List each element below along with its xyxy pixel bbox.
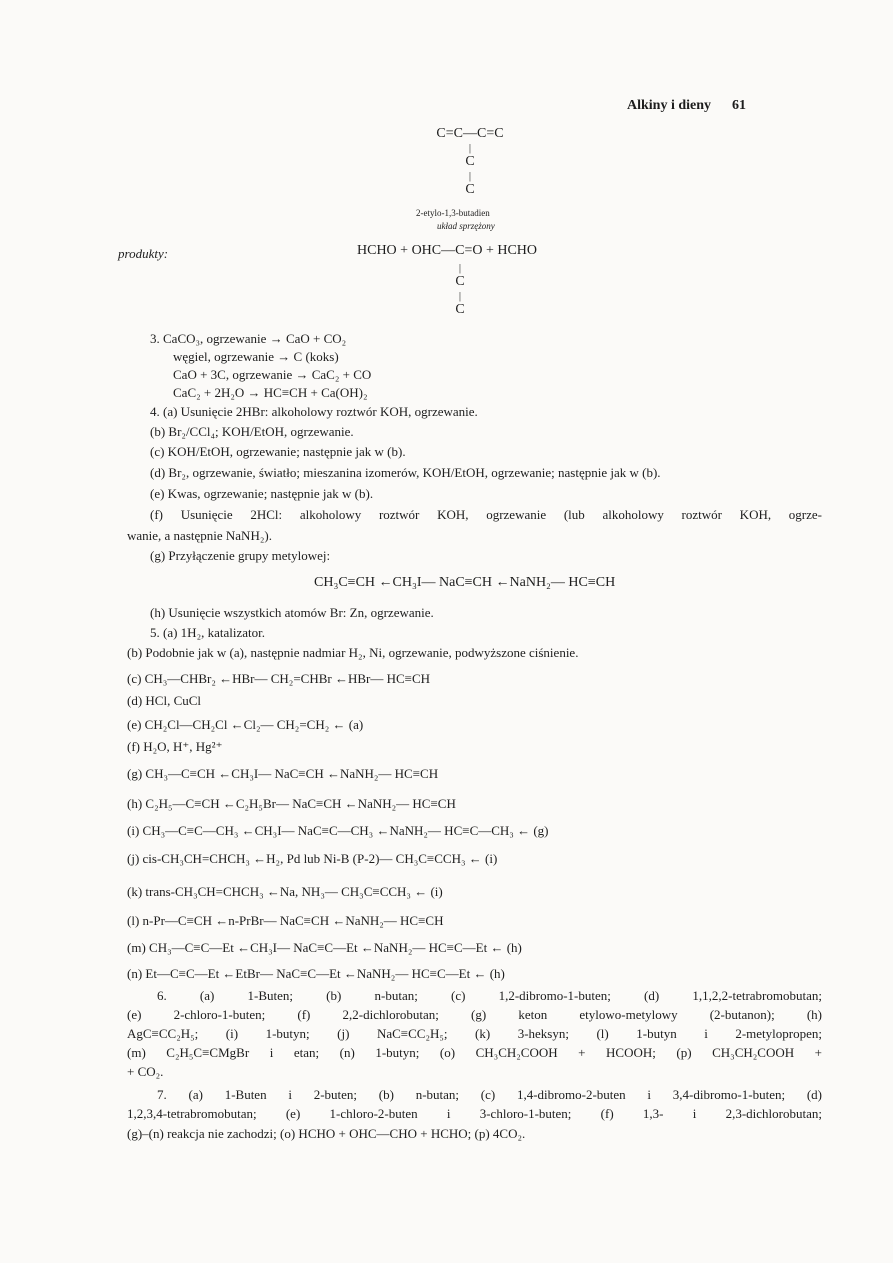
- ans6-line1: 6. (a) 1-Buten; (b) n-butan; (c) 1,2-dibromo-1-buten; (d) 1,1,2,2-tetrabromobutan;: [157, 988, 822, 1003]
- ans5-h: (h) C₂H₅—C≡CH ←C₂H₅Br— NaC≡CH ←NaNH₂— HC≡CH: [127, 796, 456, 811]
- ans4-g-equation: CH₃C≡CH ←CH₃I— NaC≡CH ←NaNH₂— HC≡CH: [314, 575, 616, 590]
- ans5-m: (m) CH₃—C≡C—Et ←CH₃I— NaC≡C—Et ←NaNH₂— HC≡C—Et ← (h): [127, 940, 522, 955]
- diene-bond-2: |: [468, 170, 472, 182]
- diene-c-1: C: [465, 154, 475, 169]
- ans4-c: (c) KOH/EtOH, ogrzewanie; następnie jak w (b).: [150, 444, 406, 459]
- diene-chain: C=C—C=C: [436, 126, 504, 141]
- products-substituent: [445, 262, 475, 318]
- running-header: [627, 98, 746, 114]
- diene-structure: [400, 126, 540, 198]
- ans5-e: (e) CH₂Cl—CH₂Cl ←Cl₂— CH₂=CH₂ ← (a): [127, 717, 364, 732]
- ans4-d: (d) Br₂, ogrzewanie, światło; mieszanina izomerów, KOH/EtOH, ogrzewanie; następnie jak w (b).: [150, 465, 661, 480]
- ans4-h: (h) Usunięcie wszystkich atomów Br: Zn, ogrzewanie.: [150, 605, 434, 620]
- ans3-line1: 3. CaCO₃, ogrzewanie → CaO + CO₂: [150, 331, 347, 346]
- diene-bond-1: |: [468, 142, 472, 154]
- ans5-a: 5. (a) 1H₂, katalizator.: [150, 625, 265, 640]
- ans3-line2: węgiel, ogrzewanie → C (koks): [173, 349, 339, 364]
- ans7-line2: 1,2,3,4-tetrabromobutan; (e) 1-chloro-2-buten i 3-chloro-1-buten; (f) 1,3- i 2,3-dichlorobutan;: [127, 1106, 822, 1121]
- ans5-n: (n) Et—C≡C—Et ←EtBr— NaC≡C—Et ←NaNH₂— HC≡C—Et ← (h): [127, 966, 505, 981]
- ans5-f: (f) H₂O, H⁺, Hg²⁺: [127, 739, 223, 754]
- prod-bond-1: |: [458, 262, 462, 274]
- diene-note: układ sprzężony: [437, 221, 495, 231]
- ans4-b: (b) Br₂/CCl₄; KOH/EtOH, ogrzewanie.: [150, 424, 354, 439]
- header-title: Alkiny i dieny: [627, 98, 712, 113]
- ans6-line3: AgC≡CC₂H₅; (i) 1-butyn; (j) NaC≡CC₂H₅; (k) 3-heksyn; (l) 1-butyn i 2-metylopropen;: [127, 1026, 822, 1041]
- ans7-line3: (g)–(n) reakcja nie zachodzi; (o) HCHO + OHC—CHO + HCHO; (p) 4CO₂.: [127, 1126, 526, 1141]
- ans5-k: (k) trans-CH₃CH=CHCH₃ ←Na, NH₃— CH₃C≡CCH₃ ← (i): [127, 884, 443, 899]
- prod-c-1: C: [455, 274, 465, 289]
- ans5-l: (l) n-Pr—C≡CH ←n-PrBr— NaC≡CH ←NaNH₂— HC≡CH: [127, 913, 444, 928]
- ans7-line1: 7. (a) 1-Buten i 2-buten; (b) n-butan; (c) 1,4-dibromo-2-buten i 3,4-dibromo-1-buten; (d): [157, 1087, 822, 1102]
- products-formula: HCHO + OHC—C=O + HCHO: [357, 243, 538, 258]
- ans5-c: (c) CH₃—CHBr₂ ←HBr— CH₂=CHBr ←HBr— HC≡CH: [127, 671, 431, 686]
- prod-bond-2: |: [458, 290, 462, 302]
- ans6-line2: (e) 2-chloro-1-buten; (f) 2,2-dichlorobutan; (g) keton etylowo-metylowy (2-butanon); (h): [127, 1007, 822, 1022]
- diene-name: 2-etylo-1,3-butadien: [416, 208, 490, 218]
- ans5-d: (d) HCl, CuCl: [127, 693, 202, 708]
- ans5-g: (g) CH₃—C≡CH ←CH₃I— NaC≡CH ←NaNH₂— HC≡CH: [127, 766, 439, 781]
- ans4-f-cont: wanie, a następnie NaNH₂).: [127, 528, 272, 543]
- ans4-e: (e) Kwas, ogrzewanie; następnie jak w (b).: [150, 486, 374, 501]
- prod-c-2: C: [455, 302, 465, 317]
- ans6-line4: (m) C₂H₅C≡CMgBr i etan; (n) 1-butyn; (o) CH₃CH₂COOH + HCOOH; (p) CH₃CH₂COOH +: [127, 1045, 822, 1060]
- ans6-line5: + CO₂.: [127, 1064, 164, 1079]
- ans3-line3: CaO + 3C, ogrzewanie → CaC₂ + CO: [173, 367, 372, 382]
- ans4-g: (g) Przyłączenie grupy metylowej:: [150, 548, 331, 563]
- products-label: produkty:: [118, 246, 169, 261]
- ans4-f: (f) Usunięcie 2HCl: alkoholowy roztwór KOH, ogrzewanie (lub alkoholowy roztwór KOH, ogrze-: [150, 507, 822, 522]
- ans5-b: (b) Podobnie jak w (a), następnie nadmiar H₂, Ni, ogrzewanie, podwyższone ciśnienie.: [127, 645, 579, 660]
- page-number: 61: [732, 98, 747, 113]
- ans5-j: (j) cis-CH₃CH=CHCH₃ ←H₂, Pd lub Ni-B (P-2)— CH₃C≡CCH₃ ← (i): [127, 851, 498, 866]
- ans5-i: (i) CH₃—C≡C—CH₃ ←CH₃I— NaC≡C—CH₃ ←NaNH₂— HC≡C—CH₃ ← (g): [127, 823, 549, 838]
- ans3-line4: CaC₂ + 2H₂O → HC≡CH + Ca(OH)₂: [173, 385, 368, 400]
- ans4-a: 4. (a) Usunięcie 2HBr: alkoholowy roztwór KOH, ogrzewanie.: [150, 404, 478, 419]
- diene-c-2: C: [465, 182, 475, 197]
